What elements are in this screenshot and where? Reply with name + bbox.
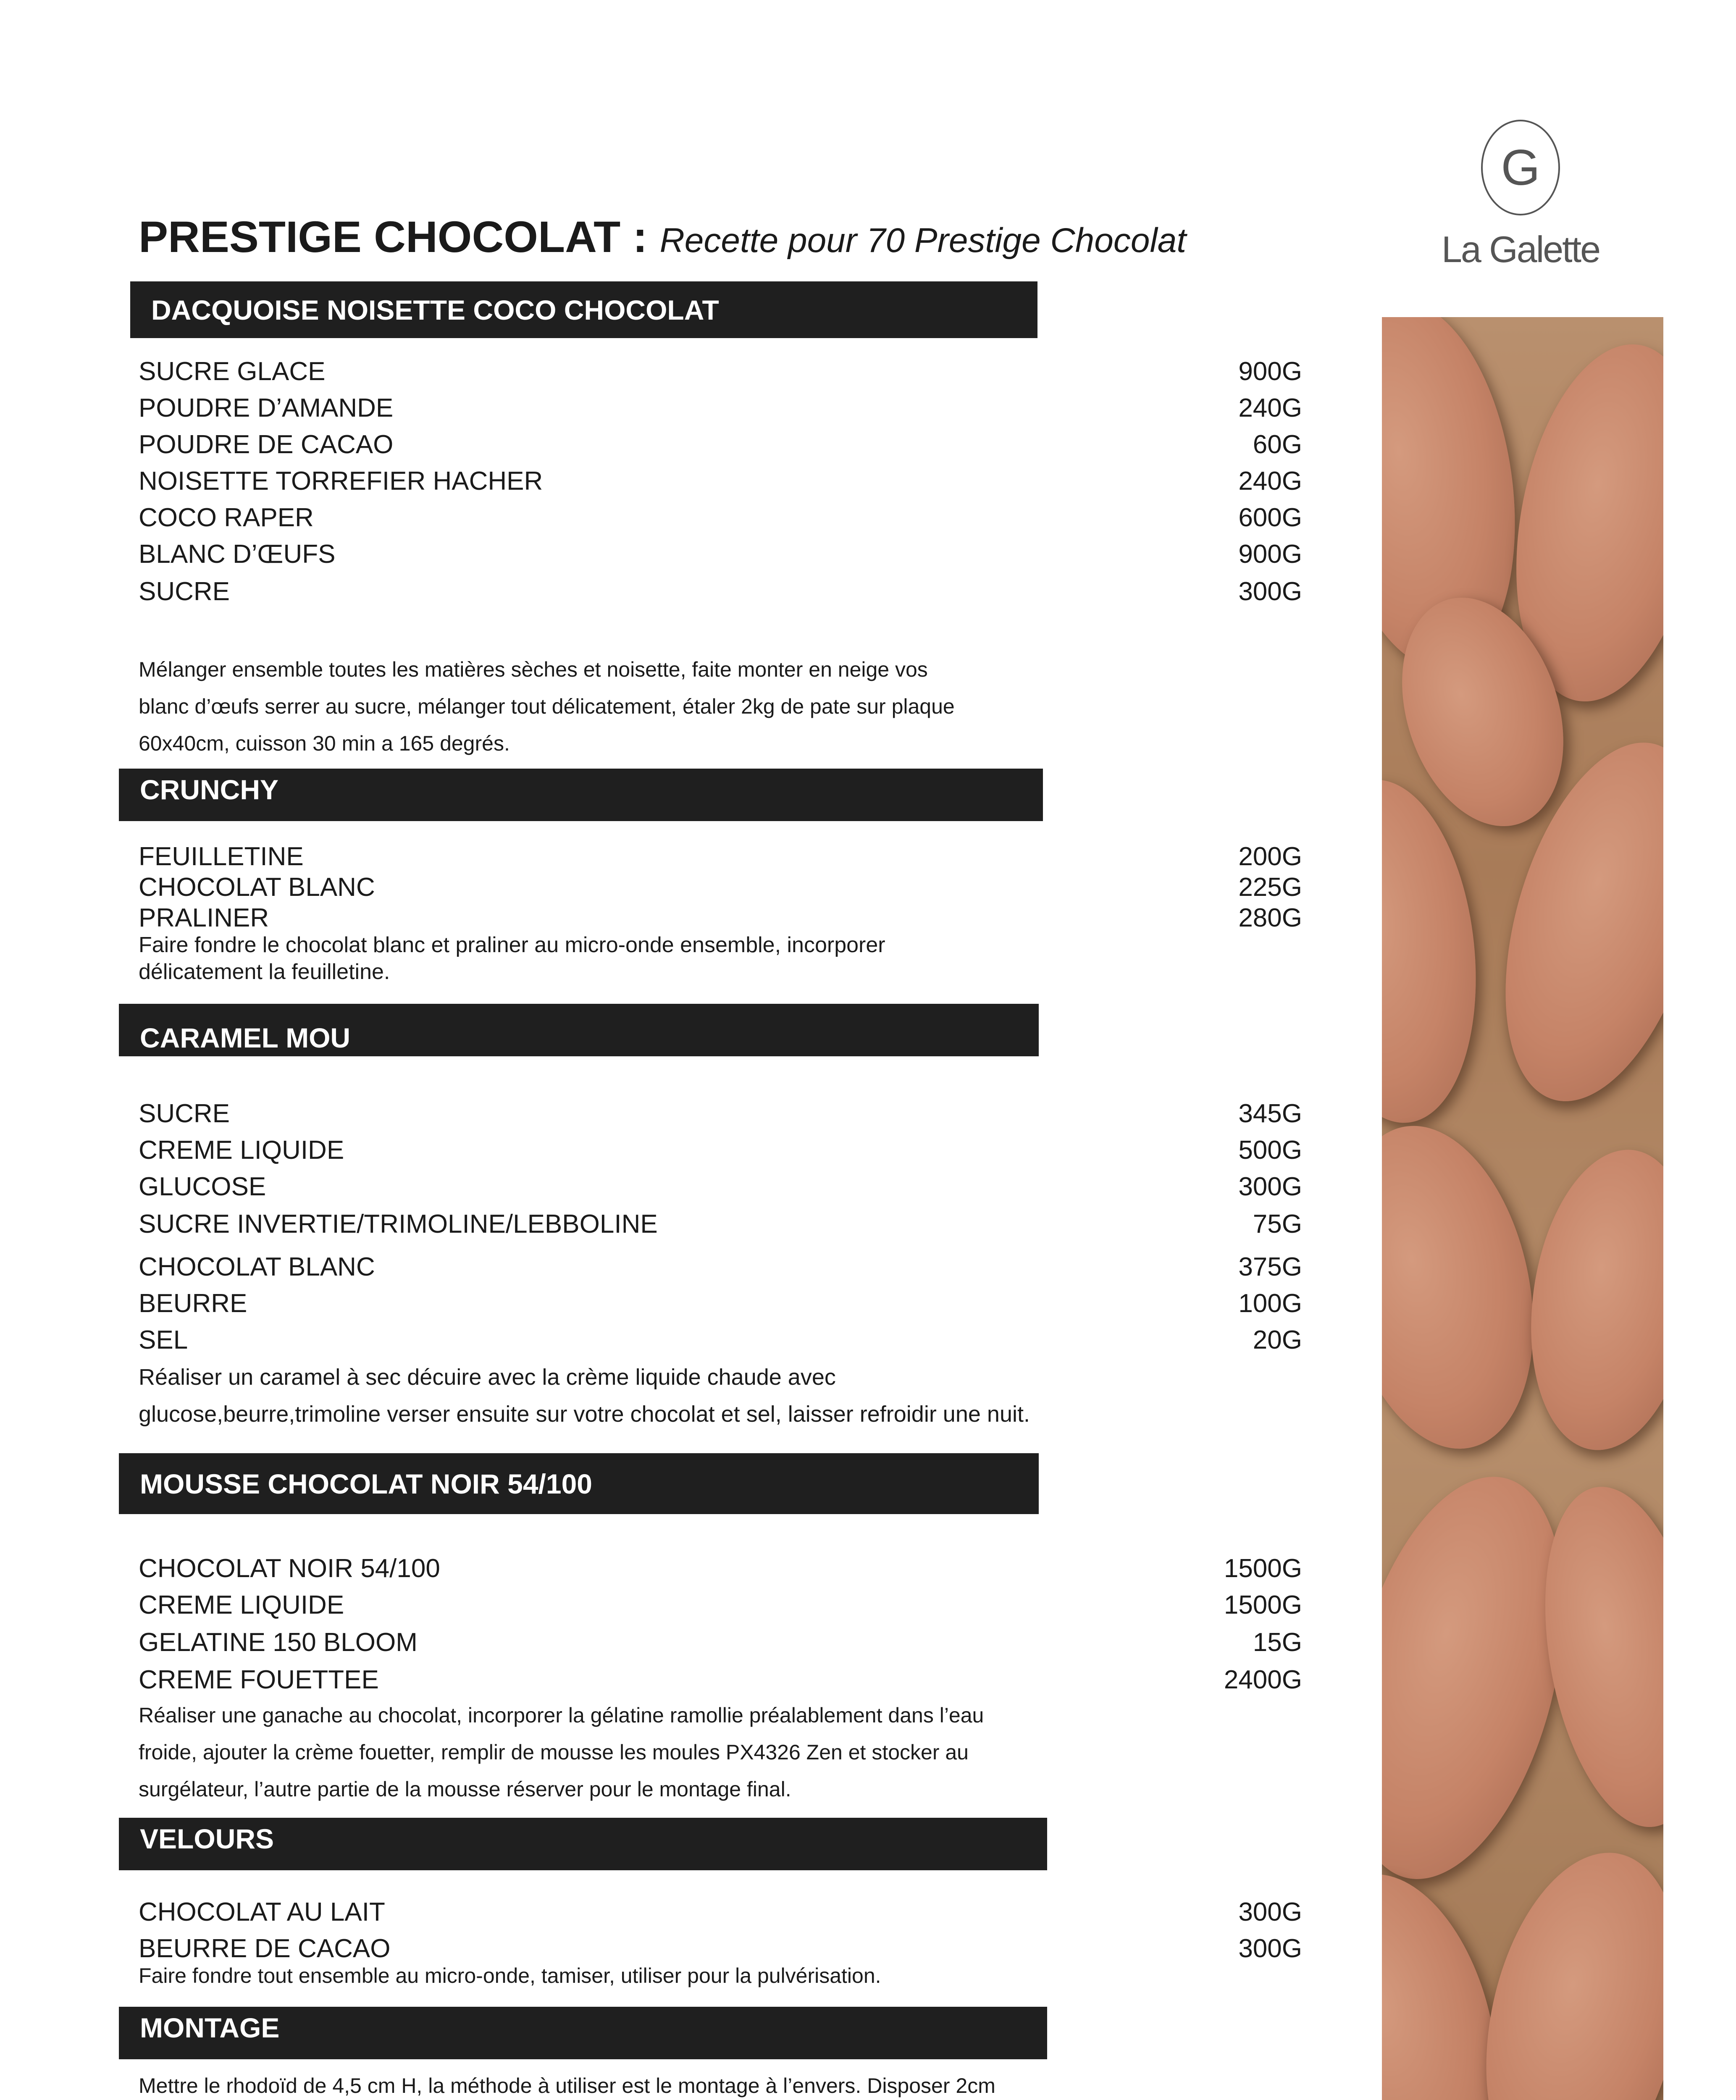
- ingredient-qty: 375G: [1238, 1252, 1302, 1281]
- ingredient-qty: 20G: [1253, 1326, 1302, 1354]
- ingredient-qty: 300G: [1238, 1172, 1302, 1201]
- ingredient-name: GELATINE 150 BLOOM: [139, 1628, 418, 1657]
- ingredient-qty: 200G: [1238, 842, 1302, 871]
- ingredient-name: SUCRE INVERTIE/TRIMOLINE/LEBBOLINE: [139, 1210, 658, 1239]
- ingredient-row: [139, 1289, 1302, 1318]
- page-title: [139, 210, 1186, 268]
- section-header-mousse: [119, 1453, 1039, 1514]
- ingredient-row: [139, 467, 1302, 496]
- brand-logo: [1437, 120, 1605, 271]
- instructions-caramel: [139, 1359, 1105, 1433]
- ingredient-qty: 60G: [1253, 430, 1302, 459]
- section-header-caramel: [119, 1004, 1039, 1056]
- section-title: MONTAGE: [140, 2012, 280, 2043]
- ingredient-qty: 225G: [1238, 873, 1302, 902]
- ingredient-name: POUDRE DE CACAO: [139, 430, 394, 459]
- ingredient-qty: 1500G: [1224, 1554, 1302, 1583]
- ingredient-row: [139, 1934, 1302, 1964]
- ingredient-qty: 900G: [1238, 357, 1302, 386]
- recipe-subtitle: Recette pour 70 Prestige Chocolat: [659, 221, 1187, 260]
- instructions-velours: [139, 1962, 1105, 1989]
- section-title: MOUSSE CHOCOLAT NOIR 54/100: [140, 1468, 592, 1499]
- ingredient-qty: 300G: [1238, 1898, 1302, 1927]
- ingredient-name: CHOCOLAT NOIR 54/100: [139, 1554, 440, 1583]
- instruction-line: froide, ajouter la crème fouetter, remplir de mousse les moules PX4326 Zen et stocker au: [139, 1740, 969, 1764]
- ingredient-qty: 15G: [1253, 1628, 1302, 1657]
- ingredient-row: [139, 1628, 1302, 1657]
- ingredient-row: [139, 1252, 1302, 1282]
- ingredient-row: [139, 1172, 1302, 1202]
- instruction-line: 60x40cm, cuisson 30 min a 165 degrés.: [139, 732, 510, 755]
- ingredient-name: POUDRE D’AMANDE: [139, 394, 394, 423]
- ingredient-name: CHOCOLAT BLANC: [139, 1252, 375, 1281]
- macaron-shape: [1458, 1835, 1663, 2100]
- instruction-line: Réaliser une ganache au chocolat, incorporer la gélatine ramollie préalablement dans l’eau: [139, 1704, 984, 1727]
- ingredient-row: [139, 503, 1302, 533]
- ingredient-row: [139, 577, 1302, 606]
- ingredient-qty: 500G: [1238, 1136, 1302, 1165]
- section-header-dacquoise: [130, 281, 1037, 338]
- ingredient-name: BEURRE: [139, 1289, 247, 1318]
- macaron-photo: [1382, 317, 1663, 2100]
- section-title: VELOURS: [140, 1823, 274, 1854]
- instruction-line: Mettre le rhodoïd de 4,5 cm H, la méthode à utiliser est le montage à l’envers. Disposer 2cm: [139, 2074, 995, 2097]
- instructions-montage: [139, 2071, 1105, 2100]
- ingredient-name: SUCRE: [139, 577, 230, 606]
- instruction-line: surgélateur, l’autre partie de la mousse réserver pour le montage final.: [139, 1777, 791, 1801]
- instruction-line: glucose,beurre,trimoline verser ensuite sur votre chocolat et sel, laisser refroidir une nuit.: [139, 1402, 1030, 1427]
- ingredient-name: GLUCOSE: [139, 1172, 266, 1201]
- section-header-crunchy: [119, 769, 1043, 821]
- ingredient-name: CREME LIQUIDE: [139, 1591, 344, 1620]
- ingredient-row: [139, 540, 1302, 569]
- ingredient-qty: 345G: [1238, 1099, 1302, 1128]
- ingredient-qty: 280G: [1238, 903, 1302, 932]
- ingredient-name: FEUILLETINE: [139, 842, 304, 871]
- instructions-crunchy: [139, 932, 1021, 985]
- ingredient-qty: 240G: [1238, 467, 1302, 496]
- ingredient-row: [139, 842, 1302, 872]
- logo-emblem: G: [1481, 120, 1560, 215]
- ingredient-row: [139, 357, 1302, 386]
- ingredient-qty: 900G: [1238, 540, 1302, 569]
- ingredient-qty: 300G: [1238, 577, 1302, 606]
- macaron-shape: [1382, 771, 1492, 1131]
- ingredient-row: [139, 1210, 1302, 1239]
- ingredient-name: SEL: [139, 1326, 188, 1354]
- instruction-line: délicatement la feuilletine.: [139, 960, 390, 984]
- ingredient-row: [139, 1898, 1302, 1927]
- ingredient-row: [139, 430, 1302, 459]
- ingredient-name: CHOCOLAT BLANC: [139, 873, 375, 902]
- ingredient-name: PRALINER: [139, 903, 269, 932]
- section-title: CRUNCHY: [140, 774, 278, 805]
- ingredient-row: [139, 394, 1302, 423]
- macaron-shape: [1513, 1139, 1663, 1461]
- section-header-velours: [119, 1818, 1047, 1870]
- ingredient-name: SUCRE: [139, 1099, 230, 1128]
- recipe-name: PRESTIGE CHOCOLAT :: [139, 213, 648, 262]
- section-title: DACQUOISE NOISETTE COCO CHOCOLAT: [151, 294, 719, 326]
- ingredient-name: CHOCOLAT AU LAIT: [139, 1898, 385, 1927]
- ingredient-name: SUCRE GLACE: [139, 357, 326, 386]
- ingredient-row: [139, 1099, 1302, 1129]
- instruction-line: Mélanger ensemble toutes les matières sèches et noisette, faite monter en neige vos: [139, 658, 928, 681]
- ingredient-qty: 240G: [1238, 394, 1302, 423]
- logo-wordmark: La Galette: [1441, 228, 1600, 270]
- section-title: CARAMEL MOU: [140, 1022, 351, 1053]
- ingredient-row: [139, 1591, 1302, 1620]
- ingredient-row: [139, 1326, 1302, 1355]
- ingredient-name: NOISETTE TORREFIER HACHER: [139, 467, 543, 496]
- section-header-montage: [119, 2007, 1047, 2059]
- instruction-line: blanc d’œufs serrer au sucre, mélanger tout délicatement, étaler 2kg de pate sur plaque: [139, 695, 955, 718]
- ingredient-name: COCO RAPER: [139, 503, 314, 532]
- ingredient-name: BEURRE DE CACAO: [139, 1934, 391, 1963]
- instructions-dacquoise: [139, 651, 1075, 762]
- ingredient-qty: 1500G: [1224, 1591, 1302, 1620]
- instructions-mousse: [139, 1697, 1075, 1808]
- instruction-line: Faire fondre le chocolat blanc et praliner au micro-onde ensemble, incorporer: [139, 933, 885, 957]
- instruction-line: Faire fondre tout ensemble au micro-onde, tamiser, utiliser pour la pulvérisation.: [139, 1964, 881, 1987]
- ingredient-qty: 600G: [1238, 503, 1302, 532]
- ingredient-name: BLANC D’ŒUFS: [139, 540, 336, 569]
- ingredient-name: CREME LIQUIDE: [139, 1136, 344, 1165]
- ingredient-row: [139, 1554, 1302, 1583]
- ingredient-qty: 100G: [1238, 1289, 1302, 1318]
- ingredient-row: [139, 873, 1302, 902]
- ingredient-row: [139, 903, 1302, 933]
- ingredient-row: [139, 1136, 1302, 1165]
- ingredient-name: CREME FOUETTEE: [139, 1665, 379, 1694]
- instruction-line: Réaliser un caramel à sec décuire avec la crème liquide chaude avec: [139, 1365, 836, 1390]
- ingredient-qty: 2400G: [1224, 1665, 1302, 1694]
- ingredient-qty: 75G: [1253, 1210, 1302, 1239]
- ingredient-qty: 300G: [1238, 1934, 1302, 1963]
- ingredient-row: [139, 1665, 1302, 1695]
